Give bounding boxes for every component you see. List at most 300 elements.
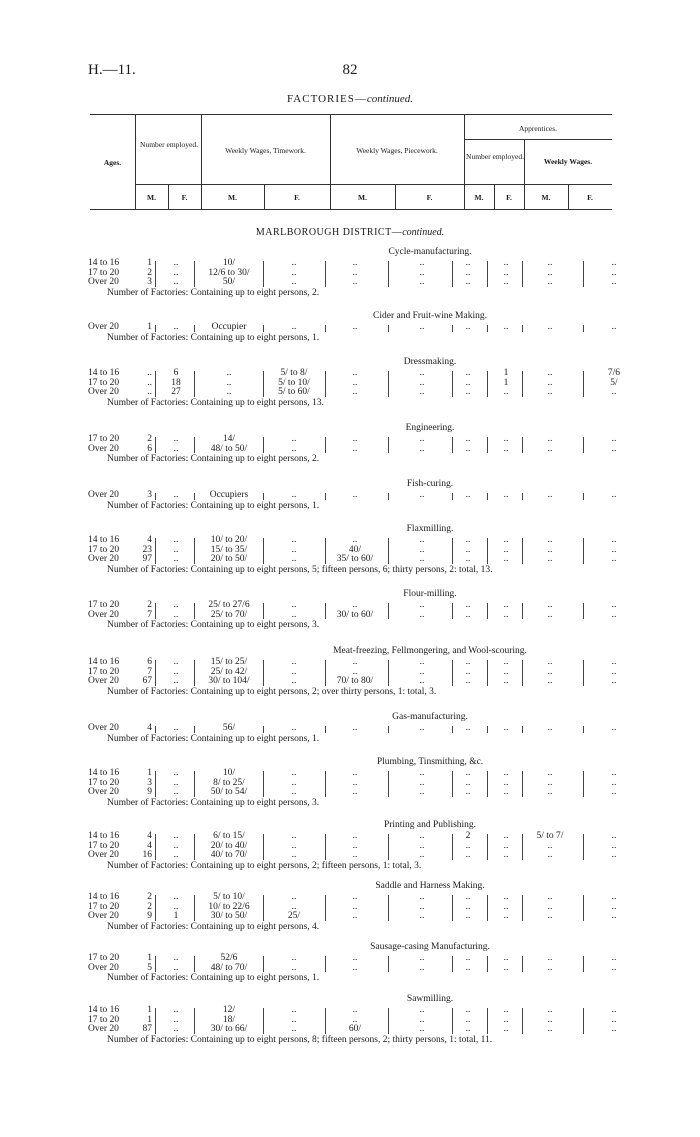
table-cell: 17 to 20 — [88, 901, 120, 912]
column-rule — [583, 371, 584, 397]
header-m: M. — [474, 193, 484, 202]
column-rule — [263, 325, 264, 332]
header-m: M. — [541, 193, 551, 202]
table-cell: .. — [291, 676, 297, 686]
table-cell: .. — [547, 1005, 553, 1015]
table-cell: .. — [465, 600, 471, 610]
table-cell: .. — [291, 1024, 297, 1034]
table-cell: .. — [547, 892, 553, 902]
factories-summary: Number of Factories: Containing up to eight persons, 1. — [107, 500, 320, 511]
column-rule — [583, 1008, 584, 1034]
table-cell: .. — [419, 723, 425, 733]
table-cell: 4 — [147, 831, 152, 841]
table-cell: .. — [419, 1024, 425, 1034]
column-rule — [452, 1008, 453, 1034]
column-rule — [487, 437, 488, 453]
table-cell: .. — [465, 850, 471, 860]
column-rule — [155, 895, 156, 921]
table-cell: .. — [503, 787, 509, 797]
table-cell: 35/ to 60/ — [336, 554, 374, 564]
table-cell: .. — [503, 1005, 509, 1015]
header-app-weekly-wages: Weekly Wages. — [543, 157, 593, 166]
industry-section — [0, 710, 700, 744]
column-rule — [263, 834, 264, 860]
table-cell: .. — [352, 368, 358, 378]
table-cell: 30/ to 50/ — [210, 911, 248, 921]
table-cell: .. — [352, 657, 358, 667]
table-cell: 1 — [147, 258, 152, 268]
table-cell: .. — [173, 1005, 179, 1015]
table-cell: .. — [503, 434, 509, 444]
column-rule — [522, 325, 523, 332]
table-cell: .. — [611, 840, 617, 851]
factories-summary: Number of Factories: Containing up to eight persons, 3. — [107, 797, 320, 808]
column-rule — [155, 1008, 156, 1034]
table-cell: 30/ to 66/ — [210, 1024, 248, 1034]
table-cell: .. — [503, 850, 509, 860]
column-rule — [194, 437, 195, 453]
header-f: F. — [181, 193, 188, 202]
column-rule — [325, 660, 326, 686]
industry-section — [0, 992, 700, 1045]
column-rule — [583, 834, 584, 860]
table-cell: .. — [419, 962, 425, 973]
industry-section — [0, 644, 700, 697]
table-cell: .. — [465, 840, 471, 851]
column-rule — [452, 895, 453, 921]
column-rule — [194, 603, 195, 619]
column-rule — [487, 771, 488, 797]
column-rule — [263, 1008, 264, 1034]
table-cell: .. — [611, 657, 617, 667]
industry-title: Sausage-casing Manufacturing. — [370, 942, 490, 952]
table-header — [90, 114, 612, 210]
table-cell: .. — [147, 377, 152, 388]
table-cell: .. — [173, 840, 179, 851]
table-cell: .. — [147, 368, 152, 378]
table-cell: .. — [173, 544, 179, 555]
header-f: F. — [506, 193, 512, 202]
column-rule — [452, 771, 453, 797]
factories-summary: Number of Factories: Containing up to eight persons, 1. — [107, 733, 320, 744]
table-cell: .. — [173, 953, 179, 963]
column-rule — [263, 493, 264, 500]
table-cell: .. — [352, 443, 358, 454]
column-rule — [263, 538, 264, 564]
table-cell: .. — [503, 600, 509, 610]
column-rule — [487, 371, 488, 397]
table-cell: Over 20 — [88, 676, 119, 686]
table-cell: .. — [547, 768, 553, 778]
table-cell: .. — [611, 911, 617, 921]
column-rule — [155, 834, 156, 860]
industry-title: Gas-manufacturing. — [392, 712, 468, 722]
table-cell: .. — [291, 1014, 297, 1025]
table-cell: .. — [503, 666, 509, 677]
table-cell: .. — [226, 377, 232, 388]
table-cell: .. — [547, 535, 553, 545]
table-cell: .. — [352, 901, 358, 912]
column-rule — [325, 538, 326, 564]
table-cell: 70/ to 80/ — [336, 676, 374, 686]
table-cell: 27 — [171, 387, 181, 397]
column-rule — [388, 771, 389, 797]
column-rule — [522, 538, 523, 564]
table-cell: .. — [173, 723, 179, 733]
table-cell: .. — [419, 676, 425, 686]
column-rule — [194, 660, 195, 686]
table-cell: .. — [173, 490, 179, 500]
table-cell: .. — [465, 377, 471, 388]
table-cell: .. — [547, 277, 553, 287]
table-cell: .. — [503, 1014, 509, 1025]
table-cell: .. — [419, 322, 425, 332]
table-cell: 14 to 16 — [88, 368, 120, 378]
table-cell: 25/ to 42/ — [210, 666, 248, 677]
industry-title: Saddle and Harness Making. — [375, 881, 485, 891]
table-cell: .. — [173, 831, 179, 841]
table-cell: .. — [547, 787, 553, 797]
table-cell: .. — [291, 723, 297, 733]
table-cell: .. — [611, 277, 617, 287]
column-rule — [583, 895, 584, 921]
table-cell: 25/ — [287, 911, 301, 921]
table-cell: .. — [611, 892, 617, 902]
column-rule — [452, 325, 453, 332]
table-cell: .. — [419, 544, 425, 555]
table-cell: 17 to 20 — [88, 777, 120, 788]
table-cell: 18/ — [222, 1014, 236, 1025]
column-rule — [583, 726, 584, 733]
table-row — [0, 851, 700, 861]
table-cell: .. — [173, 768, 179, 778]
table-cell: .. — [352, 267, 358, 278]
table-cell: .. — [291, 267, 297, 278]
table-cell: Over 20 — [88, 443, 119, 454]
table-cell: .. — [503, 535, 509, 545]
table-cell: .. — [503, 544, 509, 555]
table-cell: .. — [419, 387, 425, 397]
table-cell: 50/ to 54/ — [210, 787, 248, 797]
table-cell: .. — [547, 666, 553, 677]
table-cell: .. — [419, 666, 425, 677]
table-cell: .. — [352, 768, 358, 778]
table-cell: .. — [419, 490, 425, 500]
table-cell: 17 to 20 — [88, 600, 120, 610]
column-rule — [452, 261, 453, 287]
table-cell: 97 — [142, 554, 152, 564]
table-cell: 14 to 16 — [88, 768, 120, 778]
table-cell: .. — [611, 443, 617, 454]
table-cell: .. — [611, 535, 617, 545]
table-cell: .. — [503, 609, 509, 620]
factories-summary: Number of Factories: Containing up to eight persons, 2. — [107, 287, 320, 298]
table-cell: .. — [291, 831, 297, 841]
column-rule — [325, 834, 326, 860]
table-cell: .. — [419, 787, 425, 797]
table-cell: 4 — [147, 840, 152, 851]
table-row — [0, 1025, 700, 1035]
table-cell: .. — [419, 657, 425, 667]
table-cell: .. — [419, 443, 425, 454]
column-rule — [263, 771, 264, 797]
industry-section — [0, 755, 700, 808]
column-rule — [155, 493, 156, 500]
table-cell: .. — [173, 267, 179, 278]
table-cell: 14 to 16 — [88, 535, 120, 545]
table-cell: .. — [173, 322, 179, 332]
table-cell: .. — [465, 676, 471, 686]
table-cell: Over 20 — [88, 277, 119, 287]
table-cell: .. — [352, 600, 358, 610]
table-row — [0, 611, 700, 621]
column-rule — [325, 493, 326, 500]
table-cell: 30/ to 60/ — [336, 609, 374, 620]
table-cell: .. — [547, 377, 553, 388]
table-cell: 20/ to 50/ — [210, 554, 248, 564]
table-cell: 6 — [147, 657, 152, 667]
table-cell: .. — [547, 443, 553, 454]
column-rule — [522, 493, 523, 500]
table-cell: .. — [465, 953, 471, 963]
table-cell: .. — [419, 901, 425, 912]
table-cell: .. — [503, 258, 509, 268]
column-rule — [388, 325, 389, 332]
table-cell: .. — [547, 609, 553, 620]
table-cell: .. — [291, 434, 297, 444]
table-cell: .. — [352, 490, 358, 500]
column-rule — [194, 726, 195, 733]
table-cell: .. — [465, 962, 471, 973]
table-cell: .. — [173, 676, 179, 686]
table-cell: 17 to 20 — [88, 953, 120, 963]
table-cell: .. — [503, 322, 509, 332]
table-cell: .. — [611, 676, 617, 686]
table-cell: .. — [173, 434, 179, 444]
industry-title: Flaxmilling. — [406, 524, 454, 534]
header-f: F. — [426, 193, 433, 202]
table-cell: .. — [503, 831, 509, 841]
column-rule — [325, 726, 326, 733]
column-rule — [194, 538, 195, 564]
column-rule — [155, 437, 156, 453]
table-cell: .. — [465, 1005, 471, 1015]
factories-summary: Number of Factories: Containing up to eight persons, 3. — [107, 620, 320, 630]
table-cell: 9 — [147, 787, 152, 797]
table-cell: 40/ to 70/ — [210, 850, 248, 860]
table-cell: Over 20 — [88, 1024, 119, 1034]
table-cell: 5 — [147, 962, 152, 973]
table-cell: .. — [291, 554, 297, 564]
table-cell: .. — [291, 666, 297, 677]
header-m: M. — [358, 193, 367, 202]
table-cell: .. — [419, 768, 425, 778]
table-cell: 4 — [147, 535, 152, 545]
table-cell: .. — [419, 609, 425, 620]
table-cell: .. — [547, 490, 553, 500]
table-cell: 9 — [147, 911, 152, 921]
column-rule — [452, 603, 453, 619]
table-cell: .. — [465, 554, 471, 564]
table-cell: 15/ to 25/ — [210, 657, 248, 667]
column-rule — [194, 771, 195, 797]
factories-summary: Number of Factories: Containing up to eight persons, 5; fifteen persons, 6; thirty persons, 2: total, 13. — [107, 564, 493, 575]
table-cell: .. — [465, 443, 471, 454]
column-rule — [388, 371, 389, 397]
table-cell: .. — [503, 277, 509, 287]
column-rule — [194, 834, 195, 860]
table-cell: 25/ to 70/ — [210, 609, 248, 620]
table-cell: 12/ — [222, 1005, 236, 1015]
table-cell: .. — [419, 377, 425, 388]
table-cell: .. — [419, 911, 425, 921]
header-number-employed: Number employed. — [140, 140, 198, 149]
table-cell: .. — [547, 1014, 553, 1025]
factories-summary: Number of Factories: Containing up to eight persons, 2. — [107, 454, 320, 464]
column-rule — [194, 956, 195, 972]
table-cell: .. — [503, 723, 509, 733]
table-cell: 17 to 20 — [88, 666, 120, 677]
table-cell: 18 — [171, 377, 181, 388]
table-cell: .. — [611, 723, 617, 733]
column-rule — [522, 437, 523, 453]
table-cell: .. — [547, 434, 553, 444]
table-cell: 67 — [142, 676, 152, 686]
table-cell: .. — [291, 787, 297, 797]
table-cell: 1 — [147, 322, 152, 332]
table-cell: .. — [465, 434, 471, 444]
table-cell: .. — [465, 892, 471, 902]
column-rule — [388, 493, 389, 500]
table-cell: .. — [173, 892, 179, 902]
column-rule — [522, 660, 523, 686]
column-rule — [263, 660, 264, 686]
column-rule — [487, 834, 488, 860]
column-rule — [194, 493, 195, 500]
table-cell: .. — [291, 850, 297, 860]
table-cell: .. — [291, 535, 297, 545]
column-rule — [325, 261, 326, 287]
column-rule — [155, 603, 156, 619]
table-cell: .. — [465, 901, 471, 912]
table-cell: .. — [419, 840, 425, 851]
table-cell: .. — [503, 657, 509, 667]
table-cell: 1 — [147, 1005, 152, 1015]
column-rule — [155, 325, 156, 332]
table-row — [0, 964, 700, 974]
table-cell: .. — [419, 535, 425, 545]
table-cell: .. — [611, 554, 617, 564]
table-cell: .. — [352, 258, 358, 268]
industry-section — [0, 940, 700, 983]
table-cell: Over 20 — [88, 322, 119, 332]
table-cell: .. — [291, 544, 297, 555]
table-cell: .. — [503, 892, 509, 902]
column-rule — [522, 895, 523, 921]
factories-summary: Number of Factories: Containing up to eight persons, 2; fifteen persons, 1: total, 3. — [107, 860, 422, 871]
table-cell: .. — [291, 768, 297, 778]
column-rule — [522, 371, 523, 397]
table-cell: .. — [419, 953, 425, 963]
table-cell: .. — [291, 892, 297, 902]
table-cell: 17 to 20 — [88, 544, 120, 555]
table-cell: .. — [173, 666, 179, 677]
factories-summary: Number of Factories: Containing up to eight persons, 1. — [107, 332, 320, 343]
table-cell: 48/ to 70/ — [210, 962, 248, 973]
table-cell: .. — [419, 554, 425, 564]
column-rule — [155, 538, 156, 564]
table-cell: .. — [465, 267, 471, 278]
table-cell: .. — [419, 258, 425, 268]
table-cell: .. — [611, 490, 617, 500]
table-cell: .. — [547, 962, 553, 973]
column-rule — [325, 371, 326, 397]
column-rule — [452, 726, 453, 733]
table-cell: .. — [611, 953, 617, 963]
table-cell: Over 20 — [88, 850, 119, 860]
table-cell: .. — [611, 1005, 617, 1015]
table-cell: .. — [291, 277, 297, 287]
table-cell: .. — [173, 277, 179, 287]
table-cell: 60/ — [348, 1024, 362, 1034]
table-cell: .. — [173, 787, 179, 797]
table-cell: .. — [352, 377, 358, 388]
column-rule — [487, 895, 488, 921]
table-cell: 48/ to 50/ — [210, 443, 248, 454]
column-rule — [194, 261, 195, 287]
table-cell: Over 20 — [88, 911, 119, 921]
column-rule — [583, 603, 584, 619]
table-cell: .. — [291, 609, 297, 620]
industry-title: Meat-freezing, Fellmongering, and Wool-scouring. — [333, 646, 527, 656]
table-cell: 2 — [147, 267, 152, 278]
table-cell: .. — [419, 1014, 425, 1025]
industry-title: Dressmaking. — [403, 357, 457, 367]
table-cell: .. — [547, 387, 553, 397]
factories-summary: Number of Factories: Containing up to eight persons, 13. — [107, 397, 324, 408]
table-cell: .. — [465, 777, 471, 788]
table-cell: .. — [547, 657, 553, 667]
table-cell: .. — [419, 777, 425, 788]
industry-section — [0, 522, 700, 575]
industry-title: Sawmilling. — [406, 994, 454, 1004]
page-number: 82 — [342, 62, 358, 78]
table-cell: 10/ — [222, 768, 236, 778]
factories-summary: Number of Factories: Containing up to eight persons, 2; over thirty persons, 1: total, 3. — [107, 686, 437, 697]
table-cell: .. — [611, 267, 617, 278]
table-cell: .. — [173, 609, 179, 620]
table-cell: .. — [503, 768, 509, 778]
column-rule — [487, 493, 488, 500]
column-rule — [388, 261, 389, 287]
table-cell: .. — [547, 368, 553, 378]
table-cell: .. — [352, 277, 358, 287]
table-cell: 1 — [147, 953, 152, 963]
table-cell: .. — [611, 787, 617, 797]
table-cell: .. — [291, 258, 297, 268]
table-cell: .. — [352, 387, 358, 397]
table-row — [0, 788, 700, 798]
table-cell: .. — [611, 777, 617, 788]
industry-section — [0, 245, 700, 298]
column-rule — [583, 538, 584, 564]
column-rule — [155, 726, 156, 733]
table-row — [0, 724, 700, 734]
table-cell: 12/6 to 30/ — [208, 267, 250, 278]
table-cell: .. — [547, 544, 553, 555]
table-cell: .. — [352, 953, 358, 963]
factories-summary: Number of Factories: Containing up to eight persons, 8; fifteen persons, 2; thirty persons, 1: total, 11. — [107, 1034, 493, 1045]
